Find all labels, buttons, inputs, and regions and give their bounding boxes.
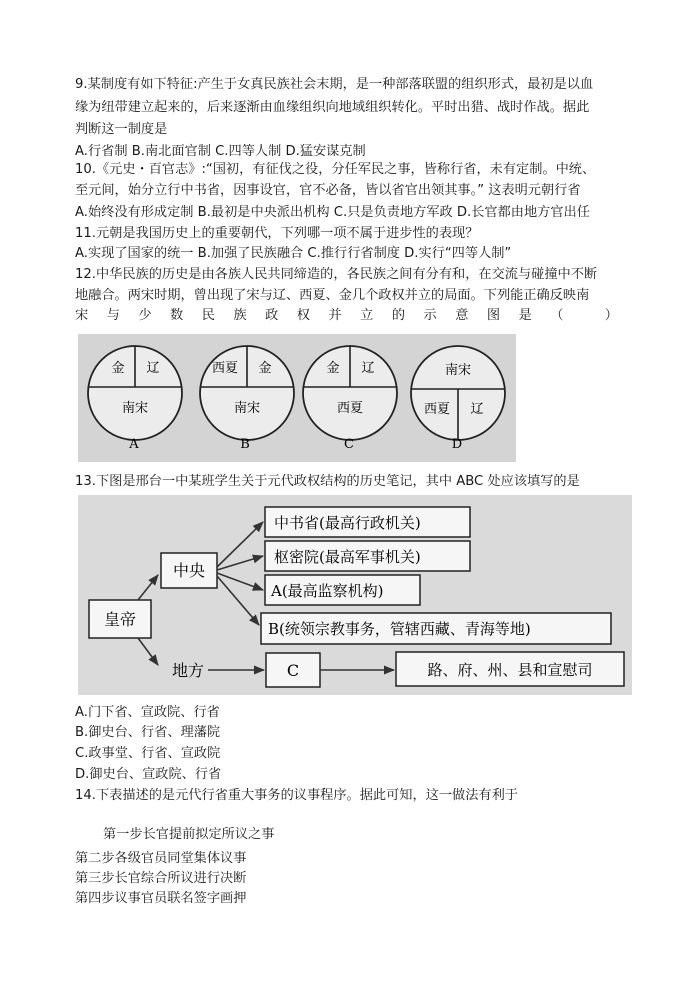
q9-stem-line2: 缘为纽带建立起来的，后来逐渐由血缘组织向地域组织转化。平时出猎、战时作战。据此 xyxy=(75,100,590,115)
diagram-a-top-left: 金 xyxy=(111,361,125,376)
q13-option-c: C.政事堂、行省、宣政院 xyxy=(75,746,221,761)
q13-option-d: D.御史台、宣政院、行省 xyxy=(75,767,222,782)
diagram-b-top-left: 西夏 xyxy=(211,361,239,376)
q13-stem: 13.下图是邢台一中某班学生关于元代政权结构的历史笔记，其中 ABC 处应该填写的是 xyxy=(75,474,580,489)
q11-stem: 11.元朝是我国历史上的重要朝代，下列哪一项不属于进步性的表现？ xyxy=(75,226,479,241)
q14-step-4: 第四步议事官员联名签字画押 xyxy=(75,891,247,906)
q13-structure-chart xyxy=(78,495,632,695)
diagram-c xyxy=(303,346,397,452)
q13-option-b: B.御史台、行省、理藩院 xyxy=(75,725,221,740)
diagram-c-top-right: 辽 xyxy=(361,361,375,376)
q9-stem-line3: 判断这一制度是 xyxy=(75,122,168,137)
diagram-c-top-left: 金 xyxy=(326,361,340,376)
q10-stem-line2: 至元间，始分立行中书省，因事设官，官不必备，皆以省官出领其事。” 这表明元朝行省 xyxy=(75,183,581,198)
chart-b-label: B(统领宗教事务，管辖西藏、青海等地) xyxy=(268,620,531,638)
q13-option-a: A.门下省、宣政院、行省 xyxy=(75,705,220,720)
diagram-b-bottom: 南宋 xyxy=(233,401,261,416)
chart-a-label: A(最高监察机构) xyxy=(271,582,384,600)
chart-central-label: 中央 xyxy=(172,561,206,580)
diagram-d xyxy=(411,346,505,452)
q11-options: A.实现了国家的统一 B.加强了民族融合 C.推行行省制度 D.实行“四等人制” xyxy=(75,246,512,261)
q14-step-3: 第三步长官综合所议进行决断 xyxy=(75,871,247,886)
q9-stem-line1: 9.某制度有如下特征:产生于女真民族社会末期，是一种部落联盟的组织形式，最初是以血 xyxy=(75,77,594,92)
q10-options: A.始终没有形成定制 B.最初是中央派出机构 C.只是负责地方军政 D.长官都由地方官出任 xyxy=(75,205,590,220)
q12-stem-line3: 宋与少数民族政权并立的示意图是（ ） xyxy=(75,308,637,323)
diagram-b xyxy=(200,346,294,452)
chart-c-label: C xyxy=(286,661,300,680)
diagram-d-top: 南宋 xyxy=(444,363,472,378)
q14-step-2: 第二步各级官员同堂集体议事 xyxy=(75,851,247,866)
chart-shumi-label: 枢密院(最高军事机关) xyxy=(274,548,421,566)
q10-stem-line1: 10.《元史・百官志》:“国初，有征伐之役，分任军民之事，皆称行省，未有定制。中统、 xyxy=(75,162,596,177)
diagram-a-bottom: 南宋 xyxy=(121,401,149,416)
chart-local-label: 地方 xyxy=(171,661,205,680)
q12-stem-line2: 地融合。两宋时期，曾出现了宋与辽、西夏、金几个政权并立的局面。下列能正确反映南 xyxy=(75,288,590,303)
diagram-d-letter: D xyxy=(451,437,463,452)
q9-options: A.行省制 B.南北面官制 C.四等人制 D.猛安谋克制 xyxy=(75,144,366,159)
diagram-a-letter: A xyxy=(129,437,139,452)
diagram-a-top-right: 辽 xyxy=(146,361,160,376)
diagram-c-letter: C xyxy=(344,437,354,452)
diagram-b-top-right: 金 xyxy=(258,361,272,376)
chart-emperor-label: 皇帝 xyxy=(103,610,137,629)
diagram-d-bottom-left: 西夏 xyxy=(423,402,451,417)
q14-step-1: 第一步长官提前拟定所议之事 xyxy=(103,827,275,842)
q12-diagram-figure xyxy=(78,334,516,462)
q14-stem: 14.下表描述的是元代行省重大事务的议事程序。据此可知，这一做法有利于 xyxy=(75,788,518,803)
diagram-a xyxy=(88,346,182,452)
chart-lower-admin-label: 路、府、州、县和宣慰司 xyxy=(427,661,593,679)
diagram-d-bottom-right: 辽 xyxy=(470,402,484,417)
diagram-c-bottom: 西夏 xyxy=(336,401,364,416)
chart-zhongshu-label: 中书省(最高行政机关) xyxy=(274,514,421,532)
diagram-b-letter: B xyxy=(240,437,250,452)
q12-stem-line1: 12.中华民族的历史是由各族人民共同缔造的，各民族之间有分有和，在交流与碰撞中不断 xyxy=(75,267,598,282)
